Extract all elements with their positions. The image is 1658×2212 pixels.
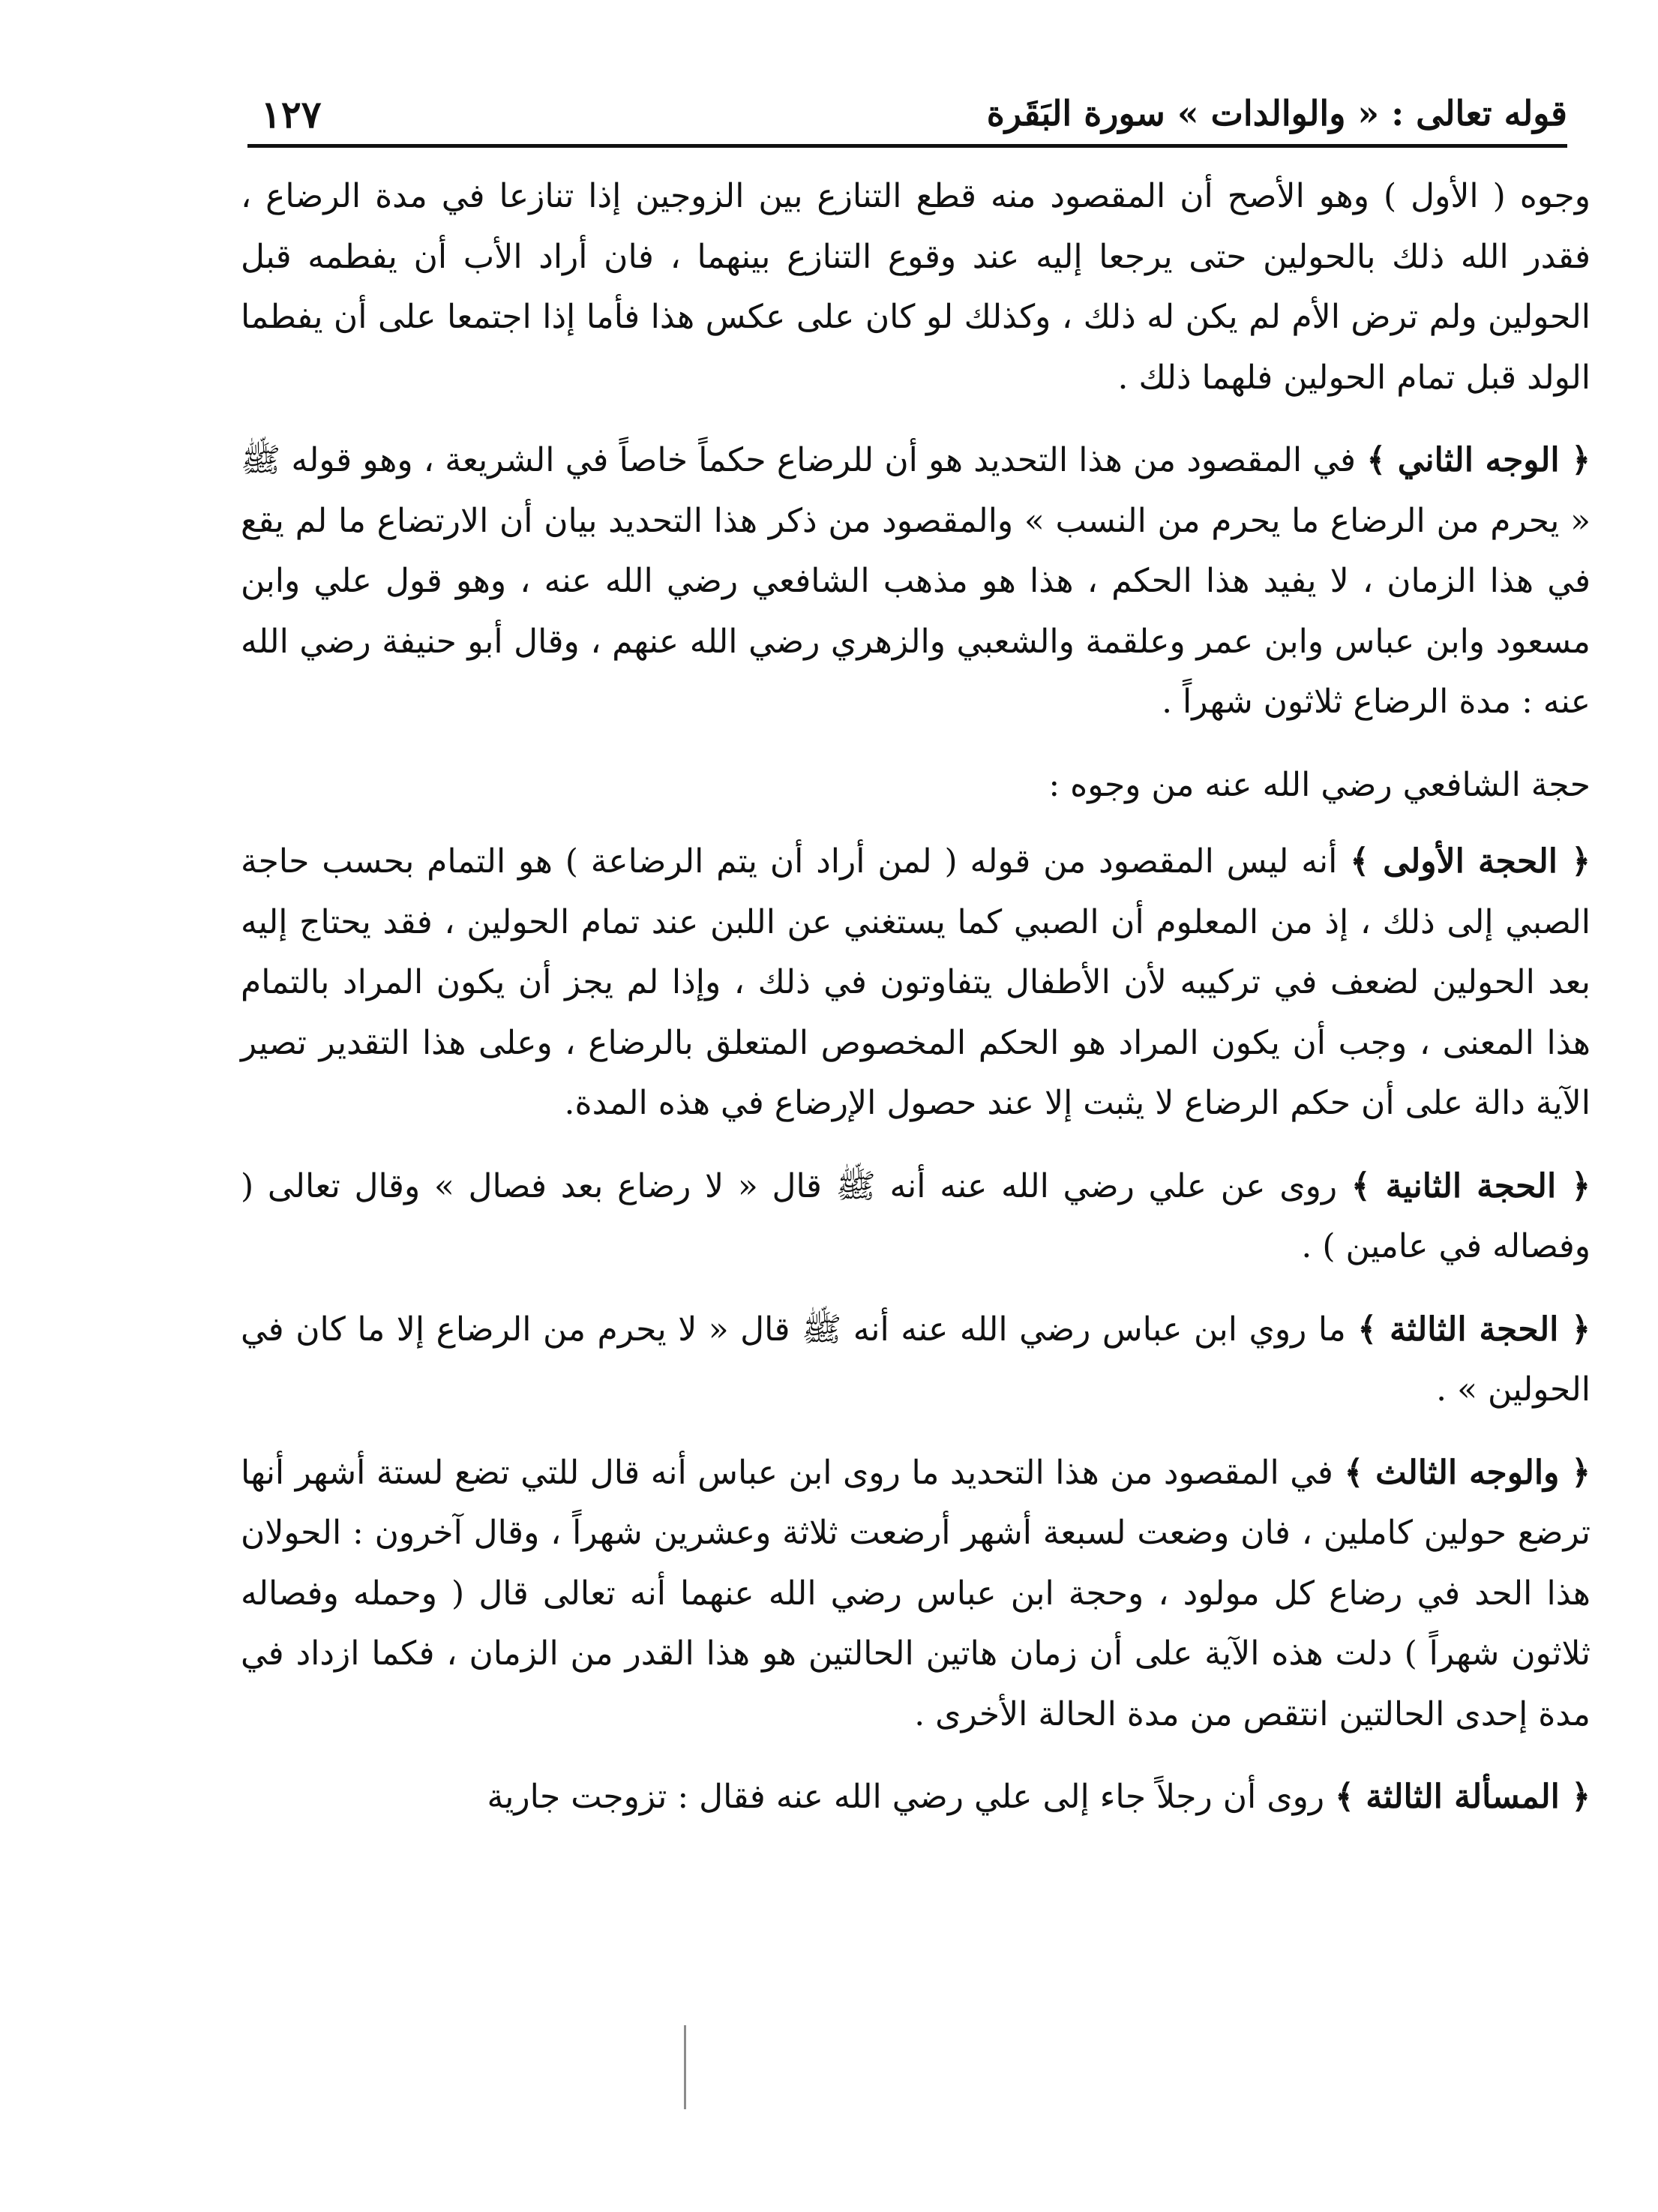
page-number: ١٢٧: [261, 92, 322, 137]
paragraph-first-aspect: [241, 167, 1591, 408]
page-body: [241, 167, 1591, 1850]
paragraph-text: وجوه ( الأول ) وهو الأصح أن المقصود منه قطع التنازع بين الزوجين إذا تنازعا في مدة الرضاع ، فقدر الله ذلك بالحولين حتى يرجعا إليه عند وقوع التنازع بينهما ، فان أراد الأب أن يفطمه قبل الحولين ولم ترض الأم لم يكن له ذلك ، وكذلك لو كان على عكس هذا فأما إذا اجتمعا على أن يفطما الولد قبل تمام الحولين فلهما ذلك .: [241, 177, 1591, 397]
paragraph-second-proof: [241, 1157, 1591, 1277]
paragraph-heading: ﴿ الحجة الثانية ﴾: [1351, 1166, 1591, 1205]
paragraph-heading: ﴿ والوجه الثالث ﴾: [1344, 1453, 1591, 1492]
paragraph-heading: ﴿ الحجة الثالثة ﴾: [1357, 1310, 1591, 1349]
paragraph-text: روى عن علي رضي الله عنه أنه ﷺ قال « لا رضاع بعد فصال » وقال تعالى ( وفصاله في عامين ) .: [241, 1166, 1591, 1265]
paragraph-text: في المقصود من هذا التحديد ما روى ابن عباس أنه قال للتي تضع لستة أشهر أنها ترضع حولين كاملين ، فان وضعت لسبعة أشهر أرضعت ثلاثة وعشرين شهراً ، وقال آخرون : الحولان هذا الحد في رضاع كل مولود ، وحجة ابن عباس رضي الله عنهما أنه تعالى قال ( وحمله وفصاله ثلاثون شهراً ) دلت هذه الآية على أن زمان هاتين الحالتين هو هذا القدر من الزمان ، فكما ازداد في مدة إحدى الحالتين انتقص من مدة الحالة الأخرى .: [241, 1453, 1591, 1733]
paragraph-heading: ﴿ الحجة الأولى ﴾: [1350, 842, 1591, 881]
paragraph-text: ما روي ابن عباس رضي الله عنه أنه ﷺ قال « لا يحرم من الرضاع إلا ما كان في الحولين » .: [241, 1310, 1591, 1409]
paragraph-heading: ﴿ المسألة الثالثة ﴾: [1335, 1778, 1591, 1816]
paragraph-first-proof: [241, 832, 1591, 1134]
header-title: قوله تعالى : « والوالدات » سورة البَقَرة: [986, 93, 1567, 134]
paragraph-shafii-proof-intro: [241, 755, 1591, 816]
scan-artifact-line: [684, 2025, 686, 2109]
paragraph-text: حجة الشافعي رضي الله عنه من وجوه :: [1048, 765, 1591, 804]
paragraph-text: أنه ليس المقصود من قوله ( لمن أراد أن يتم الرضاعة ) هو التمام بحسب حاجة الصبي إلى ذلك ، إذ من المعلوم أن الصبي كما يستغني عن اللبن عند تمام الحولين ، فقد يحتاج إليه بعد الحولين لضعف في تركيبه لأن الأطفال يتفاوتون في ذلك ، وإذا لم يجز أن يكون المراد بالتمام هذا المعنى ، وجب أن يكون المراد هو الحكم المخصوص المتعلق بالرضاع ، وعلى هذا التقدير تصير الآية دالة على أن حكم الرضاع لا يثبت إلا عند حصول الإرضاع في هذه المدة.: [241, 842, 1591, 1122]
paragraph-heading: ﴿ الوجه الثاني ﴾: [1366, 441, 1591, 479]
paragraph-third-question: [241, 1767, 1591, 1828]
paragraph-third-proof: [241, 1300, 1591, 1421]
running-header: [247, 72, 1567, 148]
paragraph-text: روى أن رجلاً جاء إلى علي رضي الله عنه فقال : تزوجت جارية: [487, 1778, 1325, 1816]
paragraph-text: في المقصود من هذا التحديد هو أن للرضاع حكماً خاصاً في الشريعة ، وهو قوله ﷺ « يحرم من الرضاع ما يحرم من النسب » والمقصود من ذكر هذا التحديد بيان أن الارتضاع ما لم يقع في هذا الزمان ، لا يفيد هذا الحكم ، هذا هو مذهب الشافعي رضي الله عنه ، وهو قول علي وابن مسعود وابن عباس وابن عمر وعلقمة والشعبي والزهري رضي الله عنهم ، وقال أبو حنيفة رضي الله عنه : مدة الرضاع ثلاثون شهراً .: [241, 441, 1591, 721]
paragraph-third-aspect: [241, 1443, 1591, 1745]
paragraph-second-aspect: [241, 431, 1591, 733]
